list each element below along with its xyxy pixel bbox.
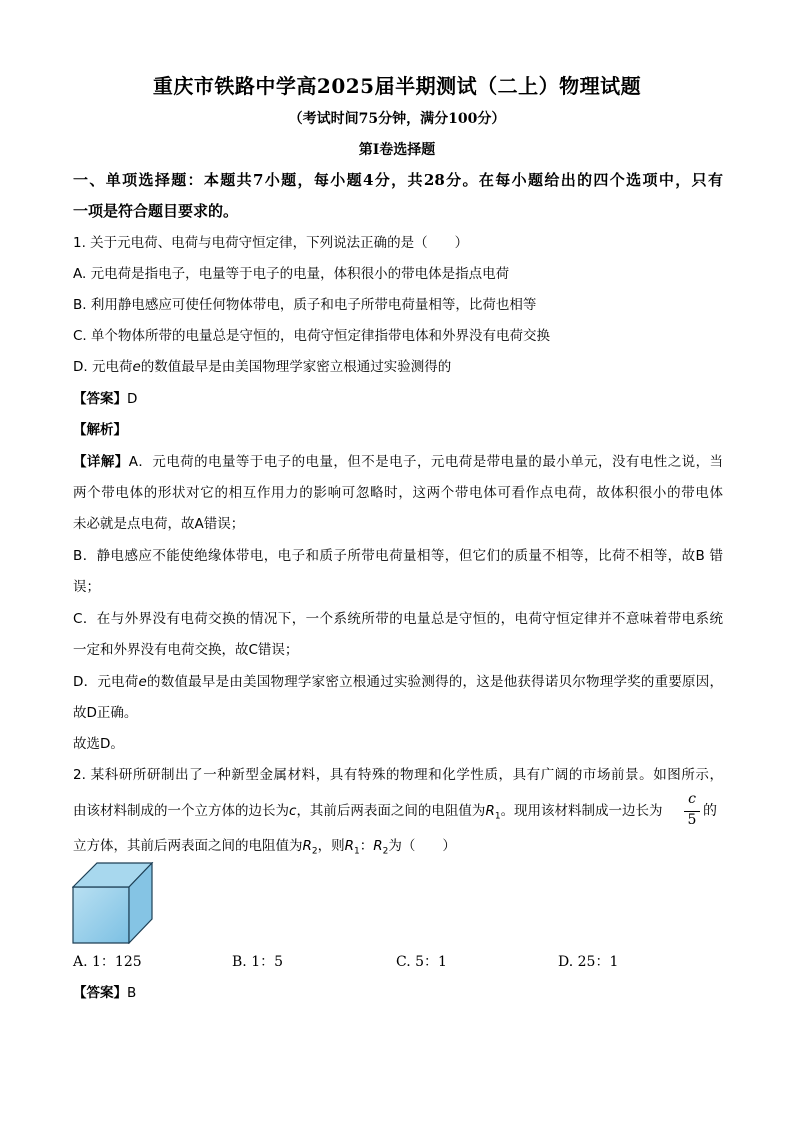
fraction-denominator: 5	[687, 812, 697, 828]
answer-tag: 【答案】	[73, 391, 127, 407]
q1-conclusion: 故选D。	[73, 736, 124, 752]
answer-tag-2: 【答案】	[73, 985, 127, 1001]
q1-option-d-post: 的数值最早是由美国物理学家密立根通过实验测得的	[140, 359, 452, 375]
q2-l2-r: R	[485, 803, 495, 819]
q1-detail-line-7: 一定和外界没有电荷交换，故C错误；	[73, 642, 299, 658]
q2-l3-sub1: 1	[354, 846, 360, 857]
q2-option-d: D. 25：1	[558, 954, 619, 970]
d-line-pre: D．元电荷	[73, 674, 139, 690]
q2-l3-sub2: 2	[311, 846, 318, 857]
q1-detail-line-1	[73, 452, 723, 472]
q2-stem-line-1: 2. 某科研所研制出了一种新型金属材料，具有特殊的物理和化学性质，具有广阔的市场前景。如图所示，	[73, 767, 723, 783]
q2-l3-r2b: R	[373, 838, 383, 854]
q2-l3-colon: ：	[359, 838, 374, 854]
q2-l3-sub2b: 2	[382, 846, 389, 857]
q2-l3-r2: R	[302, 838, 312, 854]
part1-heading-line1: 一、单项选择题：本题共7小题，每小题4分，共28分。在每小题给出的四个选项中，只有	[73, 171, 723, 189]
page-title: 重庆市铁路中学高2025届半期测试（二上）物理试题	[152, 74, 642, 98]
part1-heading-line2: 一项是符合题目要求的。	[73, 202, 239, 220]
q2-l2-c: 。现用该材料制成一边长为	[500, 803, 663, 819]
q2-l2-b: ，其前后两表面之间的电阻值为	[296, 803, 486, 819]
q1-detail-line-9: 故D正确。	[73, 705, 138, 721]
q1-option-d-pre: D. 元电荷	[73, 359, 133, 375]
q1-detail-line-8	[73, 672, 723, 692]
q2-l2-sub: 1	[494, 811, 501, 822]
q2-option-a: A. 1：125	[73, 954, 142, 970]
q2-l2-a: 由该材料制成的一个立方体的边长为	[73, 803, 289, 819]
q2-stem-line-2	[73, 801, 723, 827]
cube-front-face	[73, 887, 129, 943]
fraction-numerator: c	[688, 791, 696, 807]
q1-answer	[73, 389, 723, 409]
q2-l3-b: ，则	[317, 838, 345, 854]
q1-option-d-var: e	[132, 359, 141, 375]
q2-l3-c: 为（ ）	[388, 838, 456, 854]
q1-stem: 1. 关于元电荷、电荷与电荷守恒定律，下列说法正确的是（ ）	[73, 235, 469, 251]
analysis-tag: 【解析】	[73, 422, 127, 438]
section-title: 第I卷选择题	[358, 142, 436, 158]
q2-l3-r1: R	[344, 838, 355, 854]
detail-tag: 【详解】	[73, 454, 129, 470]
q2-answer	[73, 983, 723, 1003]
answer-value-2: B	[127, 985, 137, 1001]
d-line-var: e	[138, 674, 147, 690]
q1-detail-line-6: C．在与外界没有电荷交换的情况下，一个系统所带的电量总是守恒的，电荷守恒定律并不意味着带电系统	[73, 611, 723, 627]
q2-stem-line-3	[73, 836, 723, 862]
q1-analysis-tag	[73, 420, 723, 440]
q1-detail-line-4: B．静电感应不能使绝缘体带电，电子和质子所带电荷量相等，但它们的质量不相等，比荷不相等，故B 错	[73, 548, 723, 564]
detail-text-1: A．元电荷的电量等于电子的电量，但不是电子，元电荷是带电量的最小单元，没有电性之说，当	[128, 454, 723, 470]
q1-option-b: B. 利用静电感应可使任何物体带电，质子和电子所带电荷量相等，比荷也相等	[73, 297, 537, 313]
d-line-post: 的数值最早是由美国物理学家密立根通过实验测得的，这是他获得诺贝尔物理学奖的重要原因，	[146, 674, 723, 690]
q1-option-d	[73, 357, 723, 377]
q2-option-b: B. 1：5	[232, 954, 284, 970]
q2-l2-var: c	[289, 803, 297, 819]
exam-info: （考试时间75分钟，满分100分）	[288, 111, 506, 127]
q1-detail-line-2: 两个带电体的形状对它的相互作用力的影响可忽略时，这两个带电体可看作点电荷，故体积很小的带电体	[73, 485, 723, 501]
q2-l2-d: 的	[703, 803, 717, 819]
q1-detail-line-5: 误；	[73, 579, 100, 595]
answer-value: D	[127, 391, 138, 407]
q1-detail-line-3: 未必就是点电荷，故A错误；	[73, 516, 245, 532]
q1-option-a: A. 元电荷是指电子，电量等于电子的电量，体积很小的带电体是指点电荷	[73, 266, 510, 282]
q2-l3-a: 立方体，其前后两表面之间的电阻值为	[73, 838, 303, 854]
q2-option-c: C. 5：1	[396, 954, 447, 970]
cube-figure-icon	[72, 862, 154, 944]
q1-option-c: C. 单个物体所带的电量总是守恒的，电荷守恒定律指带电体和外界没有电荷交换	[73, 328, 551, 344]
